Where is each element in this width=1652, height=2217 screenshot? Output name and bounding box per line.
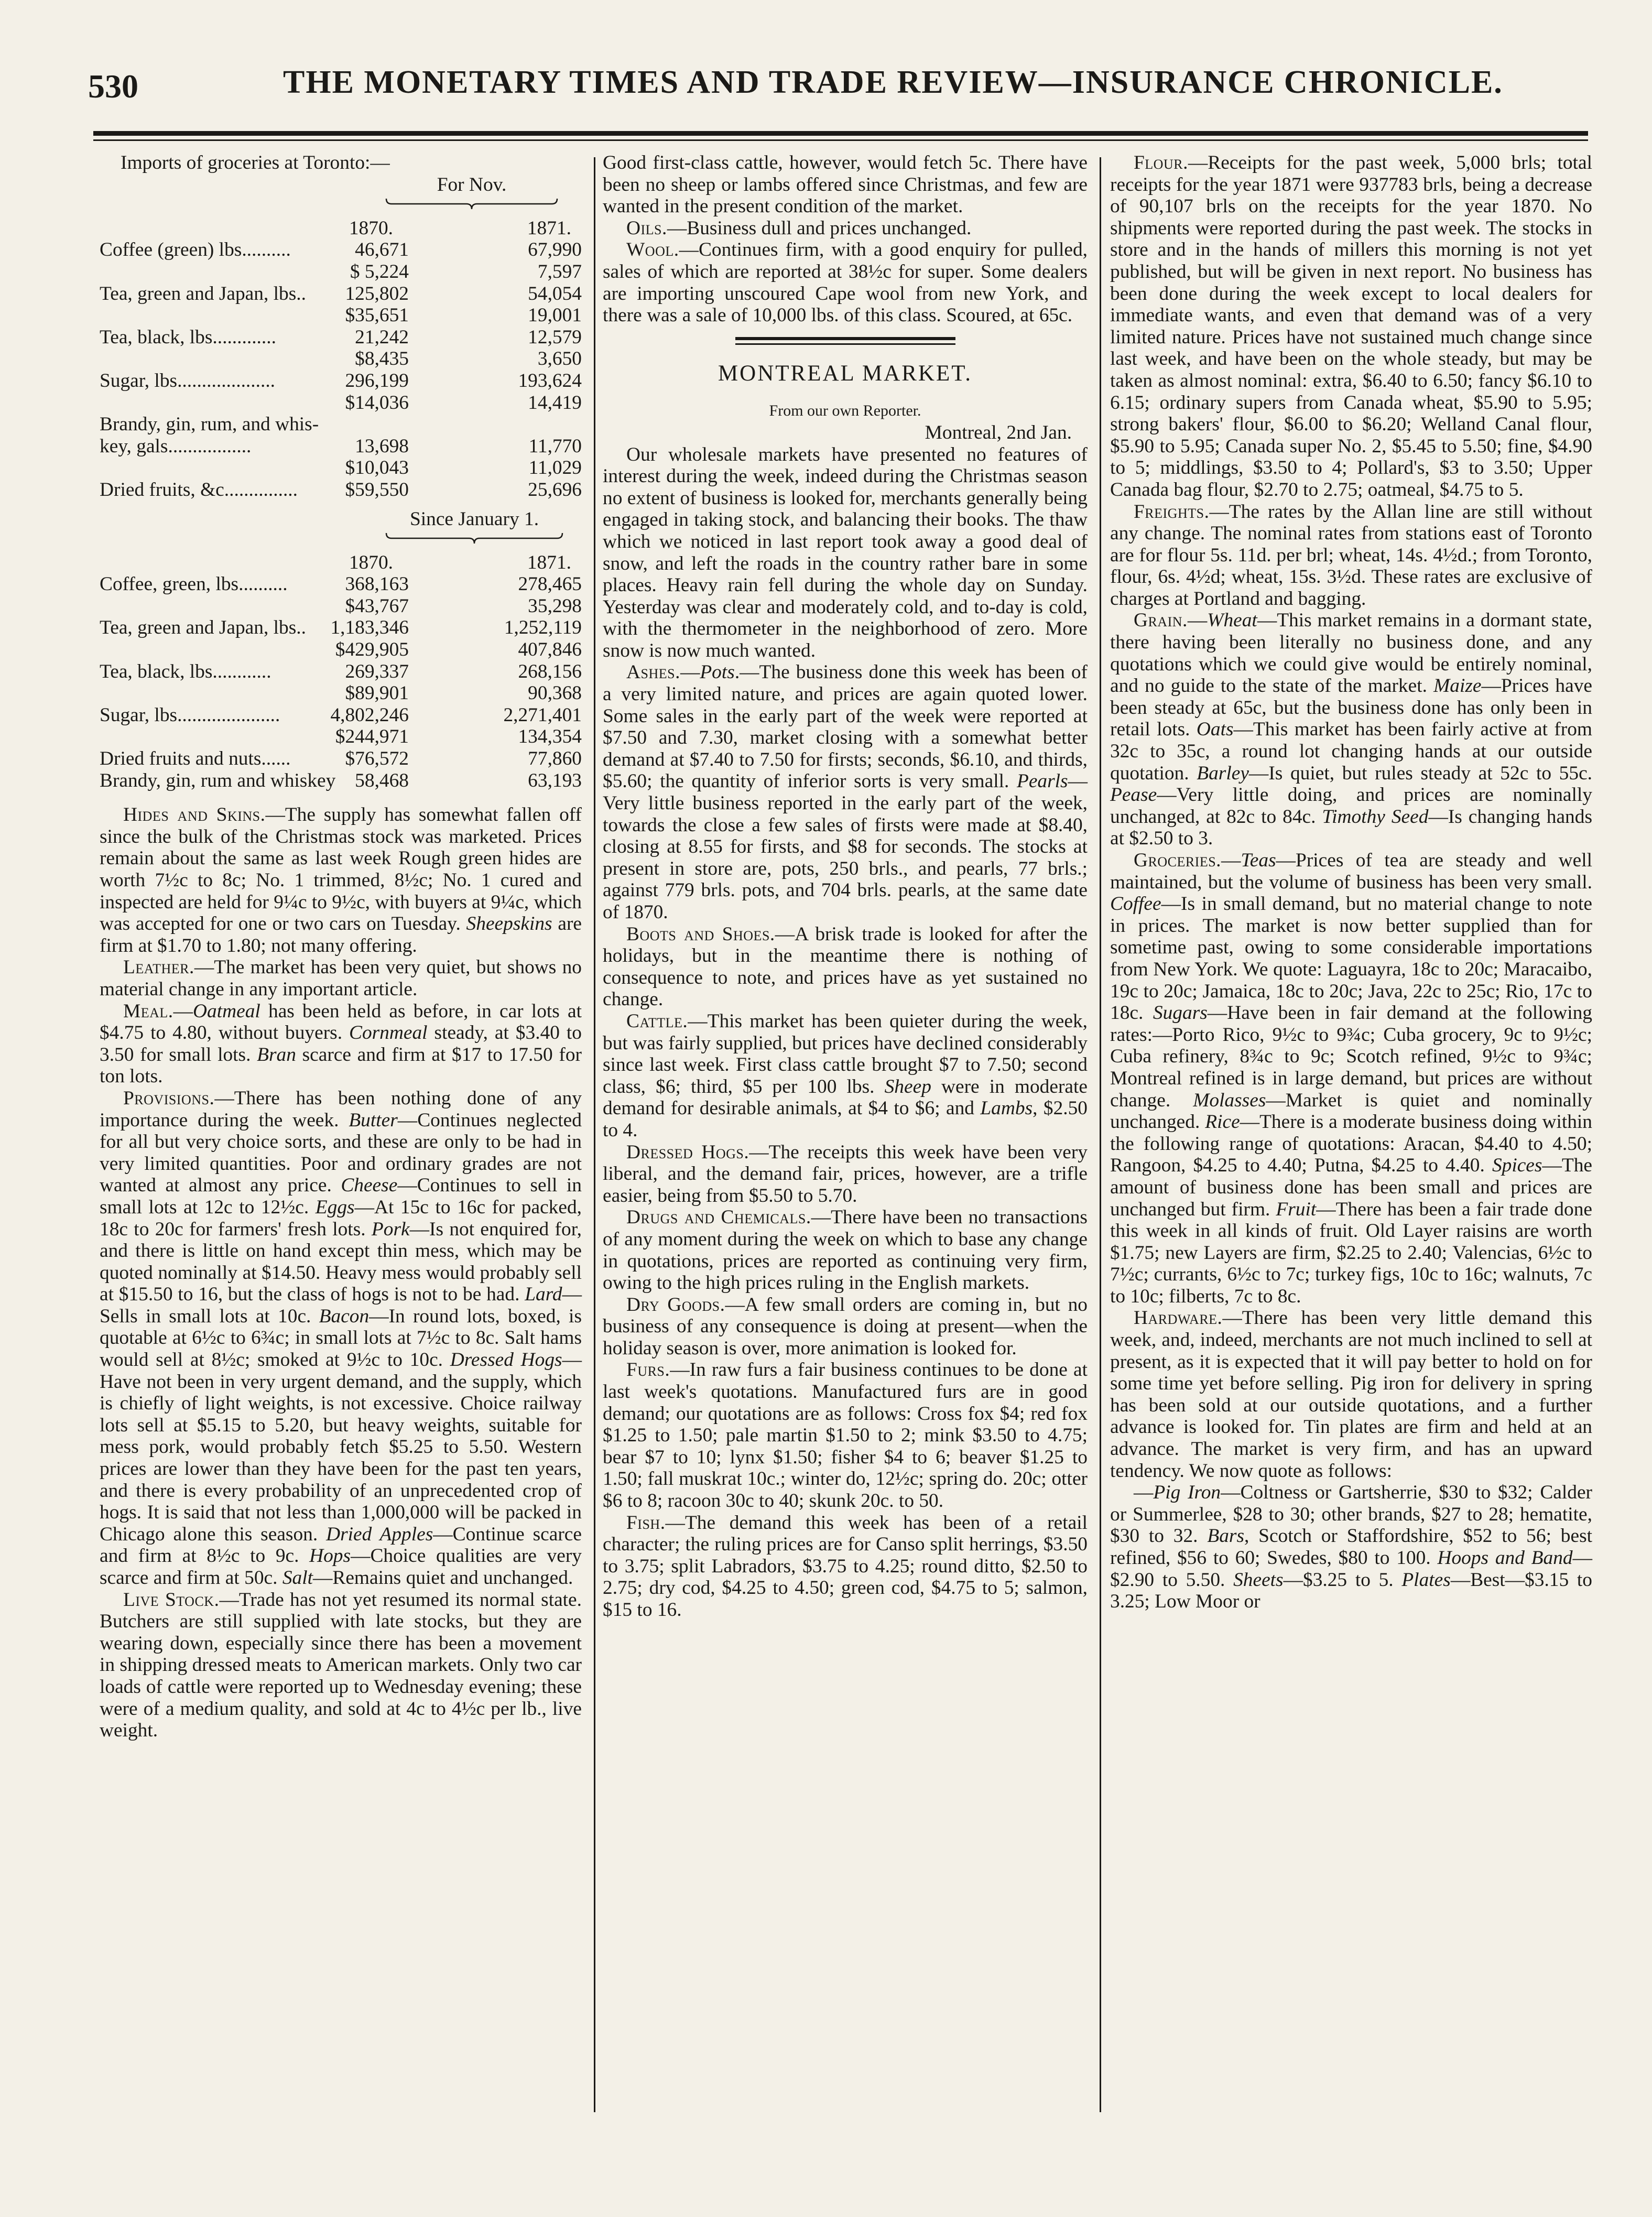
table-row [100,327,582,349]
table-row [100,595,582,617]
groceries-paragraph: Groceries.—Teas—Prices of tea are steady and well maintained, but the volume of business has been very small. Coffee—Is in small demand, but no material change to note in prices. The market is now better supplied than for sometime past, owing to some considerable importations from New York. We quote: Laguayra, 18c to 20c; Maracaibo, 19c to 20c; Jamaica, 18c to 20c; Java, 22c to 25c; Rio, 17c to 18c. Sugars—Have been in fair demand at the following rates:—Porto Rico, 9½c to 9¾c; Cuba grocery, 9c to 9½c; Cuba refinery, 8¾c to 9c; Scotch refined, 9½c to 9¾c; Montreal refined is in large demand, but prices are without change. Molasses—Market is quiet and nominally unchanged. Rice—There is a moderate business doing within the following range of quotations: Aracan, $4.40 to 4.50; Rangoon, $4.25 to 4.40; Putna, $4.25 to 4.40. Spices—The amount of business done has been small and prices are unchanged but firm. Fruit—There has been a fair trade done this week in all kinds of fruit. Old Layer raisins are worth $1.75; new Layers are firm, $2.25 to 2.40; Valencias, 6½c to 7½c; currants, 6½c to 7c; turkey figs, 10c to 16c; walnuts, 7c to 10c; filberts, 7c to 8c. [1110,850,1593,1307]
row-label: Brandy, gin, rum, and whis- [100,414,319,436]
column-3 [1110,152,1592,1613]
fish-paragraph: Fish.—The demand this week has been of a retail character; the ruling prices are for Canso split herrings, $3.50 to 3.75; split Labradors, $3.75 to 4.25; round ditto, $2.50 to 2.75; dry cod, $4.25 to 4.50; green cod, $4.75 to 5; salmon, $15 to 16. [603,1512,1088,1621]
table-row [100,770,582,792]
table-row [100,661,582,683]
brace-since [385,531,563,545]
column-divider-2 [1100,157,1101,2112]
boots-paragraph: Boots and Shoes.—A brisk trade is looked for after the holidays, but in the meantime there is nothing of consequence to note, and prices have as yet sustained no change. [603,923,1088,1010]
hides-paragraph: Hides and Skins.—The supply has somewhat fallen off since the bulk of the Christmas stock was marketed. Prices remain about the same as last week Rough green hides are worth 7½c to 8c; No. 1 trimmed, 8½c; No. 1 cured and inspected are held for 9¼c to 9½c, with buyers at 9¼c, which was accepted for one or two cars on Tuesday. Sheepskins are firm at $1.70 to 1.80; not many offering. [100,804,582,957]
row-label: Tea, black, lbs............. [100,326,276,348]
reporter-line: From our own Reporter. [769,402,921,420]
livestock-continued: Good first-class cattle, however, would fetch 5c. There have been no sheep or lambs offered since Christmas, and few are wanted in the present condition of the market. [603,152,1088,218]
table-row [100,639,582,661]
value-1871: 3,650 [537,348,582,370]
table-row [100,704,582,726]
value-1871: 407,846 [518,639,582,661]
hardware-quotes: —Pig Iron—Coltness or Gartsherrie, $30 to $32; Calder or Summerlee, $28 to 30; other brands, $27 to 28; hematite, $30 to 32. Bars, Scotch or Staffordshire, $52 to 56; best refined, $56 to 60; Swedes, $80 to 100. Hoops and Band—$2.90 to 5.50. Sheets—$3.25 to 5. Plates—Best—$3.15 to 3.25; Low Moor or [1110,1482,1593,1613]
row-label: Coffee, green, lbs.......... [100,573,288,595]
montreal-intro: Our wholesale markets have presented no features of interest during the week, indeed during the Christmas season no extent of business is looked for, merchants generally being engaged in taking stock, and balancing their books. The thaw which we noticed in last report took away a good deal of snow, and left the roads in the country rather bare in some places. Heavy rain fell during the whole day on Sunday. Yesterday was clear and moderately cold, and to-day is cold, with the thermometer in the neighborhood of zero. More snow is now much wanted. [603,443,1088,661]
column-divider-1 [594,157,595,2112]
table-row [100,261,582,283]
value-1871: 2,271,401 [503,704,582,726]
value-1870: $10,043 [345,457,409,479]
cattle-paragraph: Cattle.—This market has been quieter during the week, but was fairly supplied, but prices have declined considerably since last week. First class cattle brought $7 to 7.50; second class, $6; third, $5 per 100 lbs. Sheep were in moderate demand for desirable animals, at $4 to $6; and Lambs, $2.50 to 4. [603,1010,1088,1141]
row-label: Tea, green and Japan, lbs.. [100,617,306,639]
table-row [100,305,582,327]
value-1871: 25,696 [528,479,582,501]
value-1871: 268,156 [518,660,582,682]
value-1871: 1,252,119 [504,617,582,639]
row-label: Dried fruits, &c............... [100,479,298,501]
imports-title: Imports of groceries at Toronto:— [121,152,390,173]
table-row [100,392,582,414]
row-label: Coffee (green) lbs.......... [100,239,291,261]
value-1870: 13,698 [355,435,409,457]
table-row [100,457,582,479]
value-1870: 296,199 [345,370,409,392]
row-label: Sugar, lbs.................... [100,370,276,392]
value-1870: $59,550 [345,479,409,501]
provisions-paragraph: Provisions.—There has been nothing done of any importance during the week. Butter—Continues neglected for all but very choice sorts, and these are only to be had in very limited quantities. Poor and ordinary grades are not wanted at almost any price. Cheese—Continues to sell in small lots at 12c to 12½c. Eggs—At 15c to 16c for packed, 18c to 20c for farmers' fresh lots. Pork—Is not enquired for, and there is little on hand except thin mess, which may be quoted nominally at $14.50. Heavy mess would probably sell at $15.50 to 16, but the class of hogs is not to be had. Lard—Sells in small lots at 10c. Bacon—In round lots, boxed, is quotable at 6½c to 6¾c; in small lots at 7½c to 8c. Salt hams would sell at 8½c; smoked at 9½c to 10c. Dressed Hogs—Have not been in very urgent demand, and the supply, which is chiefly of light weights, is not excessive. Choice railway lots sell at $5.15 to 5.20, but heavy weights, suitable for mess pork, would probably fetch $5.25 to 5.50. Western prices are lower than they have been for the past ten years, and there is every probability of an unprecedented crop of hogs. It is said that not less than 1,000,000 will be packed in Chicago alone this season. Dried Apples—Continue scarce and firm at 8½c to 9c. Hops—Choice qualities are very scarce and firm at 50c. Salt—Remains quiet and unchanged. [100,1087,582,1589]
row-label: Tea, black, lbs............ [100,660,271,682]
value-1871: 7,597 [537,260,582,282]
table-row [100,617,582,639]
masthead-title: THE MONETARY TIMES AND TRADE REVIEW—INSURANCE CHRONICLE. [283,64,1503,100]
row-label: Sugar, lbs..................... [100,704,280,726]
ashes-paragraph: Ashes.—Pots.—The business done this week has been of a very limited nature, and prices are again quoted lower. Some sales in the early part of the week were reported at $7.50 and 7.30, market closing with a somewhat better demand at $7.40 to 7.50 for firsts; seconds, $6.10, and thirds, $5.60; the quantity of inferior sorts is very small. Pearls—Very little business reported in the early part of the week, towards the close a few sales of firsts were made at $8.40, closing at 8.55 for firsts, and $8 for seconds. The stocks at present in store are, pots, 250 brls., and pearls, 77 brls.; against 779 brls. pots, and 704 brls. pearls, at the same date of 1870. [603,661,1088,923]
table-row [100,748,582,770]
montreal-market-heading: MONTREAL MARKET. [718,361,973,386]
brace-nov [385,197,558,210]
wool-paragraph: Wool.—Continues firm, with a good enquiry for pulled, sales of which are reported at 38½c for super. Some dealers are importing unscoured Cape wool from new York, and there was a sale of 10,000 lbs. of this class. Scoured, at 65c. [603,239,1088,327]
table-row [100,370,582,392]
value-1870: 125,802 [345,282,409,305]
value-1871: 11,029 [528,457,582,479]
furs-paragraph: Furs.—In raw furs a fair business continues to be done at last week's quotations. Manufactured furs are in good demand; our quotations are as follows: Cross fox $4; red fox $1.25 to 1.50; pale martin $1.50 to 2; mink $3.50 to 4.75; bear $7 to 10; lynx $1.50; fisher $4 to 6; beaver $1.25 to 1.50; fall muskrat 10c.; winter do, 12½c; spring do. 20c; otter $6 to 8; racoon 30c to 40; skunk 20c. to 50. [603,1359,1088,1512]
row-label: key, gals................. [100,435,252,457]
grain-paragraph: Grain.—Wheat—This market remains in a dormant state, there having been literally no business done, and any quotations which we could give would be entirely nominal, and no guide to the state of the market. Maize—Prices have been steady at 65c, but the business done has only been in retail lots. Oats—This market has been fairly active at from 32c to 35c, a round lot changing hands at our outside quotation. Barley—Is quiet, but rules steady at 52c to 55c. Pease—Very little doing, and prices are nominally unchanged, at 82c to 84c. Timothy Seed—Is changing hands at $2.50 to 3. [1110,610,1593,850]
hardware-paragraph: Hardware.—There has been very little demand this week, and, indeed, merchants are not much inclined to sell at present, as it is expected that it will pay better to hold on for some time yet before selling. Pig iron for delivery in spring has been sold at our outside quotations, and a further advance is looked for. Tin plates are firm and held at an advance. The market is very firm, and has an upward tendency. We now quote as follows: [1110,1307,1592,1482]
leather-paragraph: Leather.—The market has been very quiet, but shows no material change in any important article. [100,957,582,1000]
header-rule-thin [93,139,1588,141]
value-1870: 58,468 [355,769,409,791]
value-1870: 1,183,346 [330,617,409,639]
value-1871: 193,624 [518,370,582,392]
value-1870: $76,572 [345,748,409,770]
live-stock-paragraph: Live Stock.—Trade has not yet resumed its normal state. Butchers are still supplied with late stocks, but they are wearing down, especially since there has been a movement in shipping dressed meats to American markets. Only two car loads of cattle were reported up to Wednesday evening; these were of a medium quality, and sold at 4c to 4½c per lb., live weight. [100,1589,582,1742]
value-1871: 278,465 [518,573,582,595]
table-row [100,682,582,704]
value-1870: $14,036 [345,392,409,414]
value-1871: 14,419 [528,392,582,414]
value-1871: 35,298 [528,595,582,617]
table-row [100,283,582,305]
value-1871: 63,193 [528,769,582,791]
value-1870: $8,435 [355,348,409,370]
value-1871: 12,579 [528,326,582,348]
drugs-paragraph: Drugs and Chemicals.—There have been no transactions of any moment during the week on which to base any change in quotations, prices are reported as continuing very firm, owing to the high prices ruling in the English markets. [603,1207,1088,1294]
dateline: Montreal, 2nd Jan. [925,421,1072,443]
flour-paragraph: Flour.—Receipts for the past week, 5,000 brls; total receipts for the year 1871 were 937783 brls, being a decrease of 90,107 brls on the receipts for the year 1870. No shipments were reported during the past week. The stocks in store and in the hands of millers this morning is not yet published, but will be given in next report. No business has been done during the week except to local dealers for immediate wants, and even that demand was of a very limited nature. Prices have not sustained much change since last week, and have been on the whole steady, but may be taken as almost nominal: extra, $6.40 to 6.50; fancy $6.10 to 6.15; ordinary supers from Canada wheat, $5.90 to 5.95; strong bakers' flour, $6.00 to $6.20; Welland Canal flour, $5.90 to 5.95; Canada super No. 2, $5.45 to 5.50; fine, $4.90 to 5; middlings, $3.50 to 4; Pollard's, $3 to 3.50; Upper Canada bag flour, $2.70 to 2.75; oatmeal, $4.75 to 5. [1110,152,1592,501]
row-label: Brandy, gin, rum and whiskey [100,769,336,791]
header-rule-thick [93,131,1588,136]
value-1870: 4,802,246 [330,704,409,726]
value-1870: 368,163 [345,573,409,595]
value-1871: 90,368 [528,682,582,704]
table-row [100,573,582,595]
column-2 [603,152,1088,1621]
section-separator [735,337,955,345]
period-nov: For Nov. [437,173,507,195]
value-1871: 54,054 [528,282,582,305]
table-row [100,479,582,501]
imports-table [100,152,582,791]
year-header: 1870. 1871. [349,217,571,239]
value-1870: $429,905 [335,639,409,661]
oils-paragraph: Oils.—Business dull and prices unchanged. [626,217,972,239]
value-1870: $43,767 [345,595,409,617]
period-since: Since January 1. [409,508,539,530]
year-header-2: 1870. 1871. [349,551,571,573]
value-1870: 269,337 [345,660,409,682]
value-1870: $ 5,224 [350,260,409,282]
value-1870: 21,242 [355,326,409,348]
dressed-hogs-paragraph: Dressed Hogs.—The receipts this week have been very liberal, and the demand fair, prices, however, are a trifle easier, being from $5.50 to 5.70. [603,1141,1088,1207]
table-row [100,414,582,436]
row-label: Dried fruits and nuts...... [100,748,291,770]
value-1871: 134,354 [518,726,582,748]
value-1870: $35,651 [345,305,409,327]
meal-paragraph: Meal.—Oatmeal has been held as before, in car lots at $4.75 to 4.80, without buyers. Cornmeal steady, at $3.40 to 3.50 for small lots. Bran scarce and firm at $17 to 17.50 for ton lots. [100,1000,582,1088]
table-row [100,348,582,370]
value-1871: 11,770 [528,435,582,457]
dry-goods-paragraph: Dry Goods.—A few small orders are coming in, but no business of any consequence is doing at present—when the holiday season is over, more animation is looked for. [603,1294,1088,1359]
value-1870: $89,901 [345,682,409,704]
table-row [100,436,582,458]
value-1870: $244,971 [335,726,409,748]
freights-paragraph: Freights.—The rates by the Allan line are still without any change. The nominal rates from stations east of Toronto are for flour 5s. 11d. per brl; wheat, 14s. 4½d.; from Toronto, flour, 6s. 4½d; wheat, 15s. 3½d. These rates are exclusive of charges at Portland and bagging. [1110,501,1592,610]
value-1871: 67,990 [528,239,582,261]
value-1871: 77,860 [528,748,582,770]
value-1871: 19,001 [528,305,582,327]
page-number: 530 [88,68,138,105]
table-row [100,239,582,261]
table-row [100,726,582,748]
value-1870: 46,671 [355,239,409,261]
row-label: Tea, green and Japan, lbs.. [100,282,306,305]
column-1 [100,152,582,1742]
